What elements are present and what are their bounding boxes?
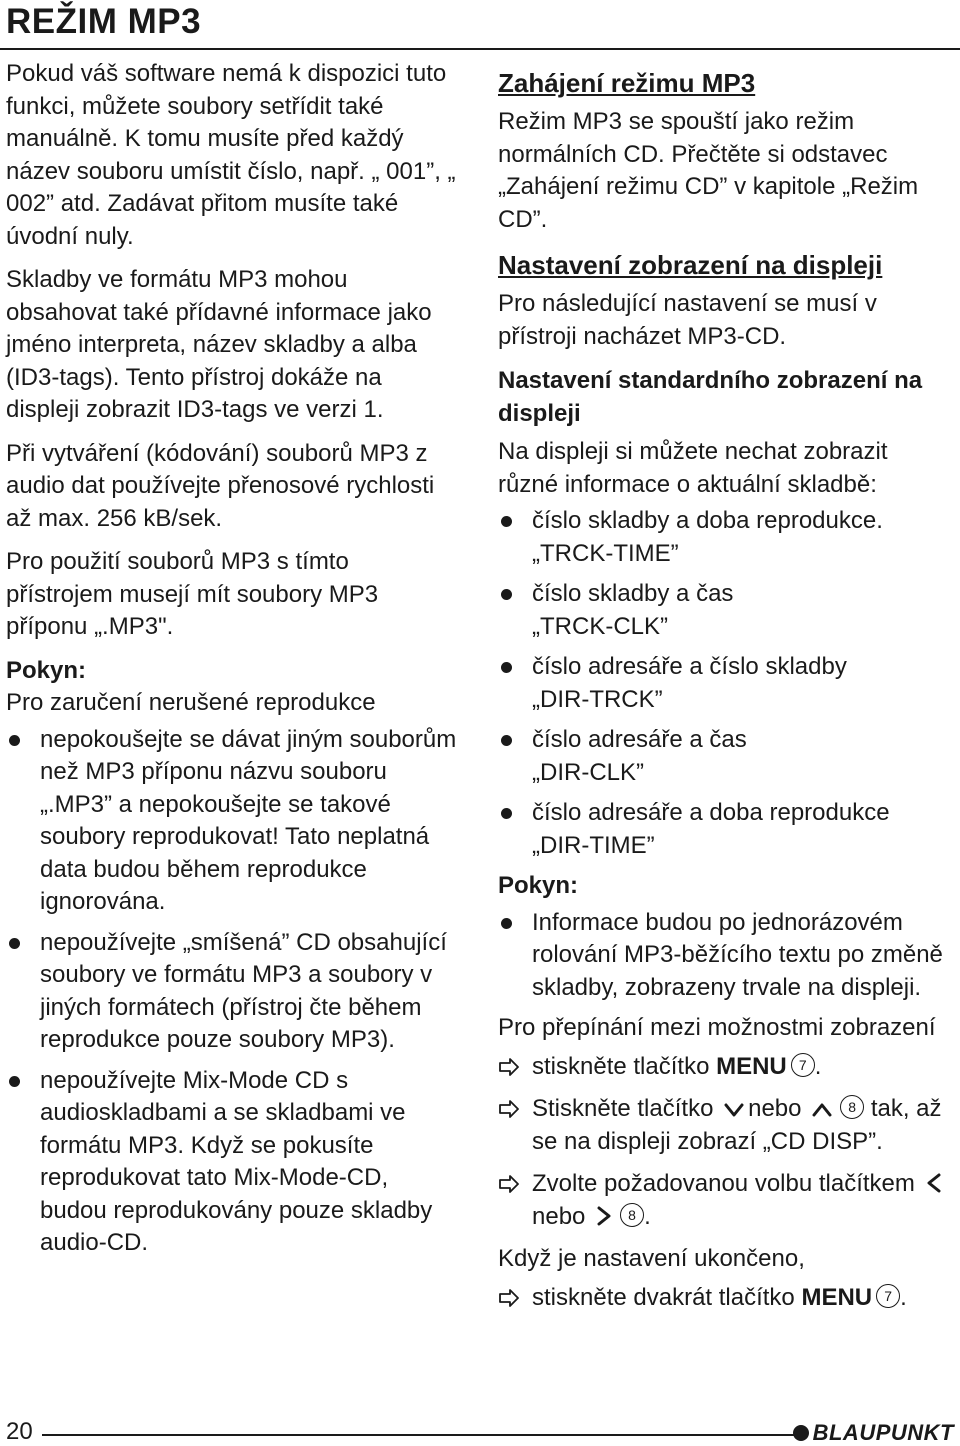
step-text: tak, až se na displeji zobrazí „CD DISP”. xyxy=(532,1095,942,1155)
header-rule xyxy=(0,48,960,50)
step-list xyxy=(498,1282,954,1315)
step-text: Zvolte požadovanou volbu tlačítkem xyxy=(532,1170,915,1197)
right-column xyxy=(498,58,954,1324)
note-heading: Pokyn: xyxy=(498,872,579,899)
step-item xyxy=(498,1168,954,1233)
list-item xyxy=(6,724,461,919)
note-intro: Pro zaručení nerušené reprodukce xyxy=(6,689,376,716)
option-label: číslo skladby a čas xyxy=(532,580,734,607)
list-item xyxy=(498,907,954,1005)
step-item xyxy=(498,1282,954,1315)
option-label: číslo adresáře a číslo skladby xyxy=(532,653,847,680)
bullet-text: Informace budou po jednorázovém rolování MP3-běžícího textu po změně skladby, zobrazeny trvale na displeji. xyxy=(532,908,943,1001)
option-label: číslo skladby a doba reprodukce. xyxy=(532,507,883,534)
step-arrow-icon xyxy=(498,1174,520,1194)
step-arrow-icon xyxy=(498,1057,520,1077)
left-column xyxy=(6,58,461,1268)
step-text: stiskněte tlačítko xyxy=(532,1052,710,1080)
key-number-badge: 8 xyxy=(620,1203,644,1227)
list-item xyxy=(498,724,954,789)
bullet-icon xyxy=(501,516,512,527)
note-bullet-list xyxy=(6,724,461,1260)
option-code: „DIR-TIME” xyxy=(532,831,655,859)
step-text-end: . xyxy=(644,1202,651,1230)
step-item xyxy=(498,1093,954,1158)
finish-paragraph: Když je nastavení ukončeno, xyxy=(498,1245,805,1272)
option-label: číslo adresáře a čas xyxy=(532,726,747,753)
list-item xyxy=(498,578,954,643)
bullet-icon xyxy=(501,808,512,819)
menu-button-label: MENU xyxy=(801,1283,873,1311)
bullet-icon xyxy=(501,735,512,746)
option-code: „TRCK-CLK” xyxy=(532,612,668,640)
step-text: Stiskněte tlačítko xyxy=(532,1095,714,1122)
list-item xyxy=(6,927,461,1057)
standard-display-paragraph: Na displeji si můžete nechat zobrazit různé informace o aktuální skladbě: xyxy=(498,438,888,498)
chevron-left-icon xyxy=(926,1173,942,1193)
brand-logo xyxy=(793,1420,954,1446)
step-arrow-icon xyxy=(498,1099,520,1119)
logo-dot-icon xyxy=(793,1425,809,1441)
bullet-icon xyxy=(501,662,512,673)
note-heading: Pokyn: xyxy=(6,656,87,684)
step-list xyxy=(498,1051,954,1234)
step-text: nebo xyxy=(748,1095,802,1122)
option-code: „DIR-CLK” xyxy=(532,758,644,786)
id3-paragraph: Skladby ve formátu MP3 mohou obsahovat také přídavné informace jako jméno interpreta, název skladby a alba (ID3-tags). Tento přístroj dokáže na displeji zobrazit ID3-tags ve verzi 1. xyxy=(6,266,432,423)
chevron-down-icon xyxy=(724,1102,744,1118)
step-text: stiskněte dvakrát tlačítko xyxy=(532,1283,795,1311)
step-text: nebo xyxy=(532,1202,586,1230)
display-settings-paragraph: Pro následující nastavení se musí v přístroji nacházet MP3-CD. xyxy=(498,290,877,350)
step-item xyxy=(498,1051,954,1084)
step-arrow-icon xyxy=(498,1288,520,1308)
brand-name: BLAUPUNKT xyxy=(812,1420,954,1445)
sorting-paragraph: Pokud váš software nemá k dispozici tuto funkci, můžete soubory setřídit také manuálně. K tomu musíte před každý název souboru umístit číslo, např. „ 001”, „ 002” atd. Zadávat přitom musíte také úvodní nuly. xyxy=(6,60,456,250)
display-option-list xyxy=(498,505,954,862)
bullet-icon xyxy=(9,735,20,746)
bullet-text: nepoužívejte „smíšená” CD obsahující soubory ve formátu MP3 a soubory v jiných formátech (přístroj čte během reprodukce pouze soubory MP3). xyxy=(40,928,447,1053)
section-heading-standard-display: Nastavení standardního zobrazení na displeji xyxy=(498,367,923,427)
list-item xyxy=(498,505,954,570)
bullet-text: nepoužívejte Mix-Mode CD s audioskladbami a se skladbami ve formátu MP3. Když se pokusíte reprodukovat tato Mix-Mode-CD, budou reprodukovány pouze skladby audio-CD. xyxy=(40,1066,433,1256)
page-number: 20 xyxy=(6,1418,33,1445)
option-code: „TRCK-TIME” xyxy=(532,539,679,567)
list-item xyxy=(6,1065,461,1260)
key-number-badge: 7 xyxy=(791,1053,815,1077)
section-heading-display-settings: Nastavení zobrazení na displeji xyxy=(498,250,883,280)
key-number-badge: 7 xyxy=(876,1284,900,1308)
bullet-icon xyxy=(501,918,512,929)
bitrate-paragraph: Při vytváření (kódování) souborů MP3 z audio dat používejte přenosové rychlosti až max. 256 kB/sek. xyxy=(6,439,435,532)
note-bullet-list xyxy=(498,907,954,1005)
page-title: REŽIM MP3 xyxy=(6,2,202,41)
start-mp3-paragraph: Režim MP3 se spouští jako režim normálních CD. Přečtěte si odstavec „Zahájení režimu CD” v kapitole „Režim CD”. xyxy=(498,108,919,233)
step-text-end: . xyxy=(814,1052,822,1080)
menu-button-label: MENU xyxy=(716,1052,787,1080)
bullet-icon xyxy=(9,938,20,949)
option-label: číslo adresáře a doba reprodukce xyxy=(532,799,890,826)
list-item xyxy=(498,651,954,716)
chevron-up-icon xyxy=(812,1102,832,1118)
key-number-badge: 8 xyxy=(840,1095,864,1119)
chevron-right-icon xyxy=(596,1206,612,1226)
list-item xyxy=(498,797,954,862)
step-text-end: . xyxy=(900,1283,907,1311)
bullet-text: nepokoušejte se dávat jiným souborům než MP3 příponu názvu souboru „.MP3” a nepokoušejte se takové soubory reprodukovat! Tato neplatná data budou během reprodukce ignorována. xyxy=(40,725,457,915)
bullet-icon xyxy=(9,1076,20,1087)
footer-rule xyxy=(42,1434,800,1436)
switching-paragraph: Pro přepínání mezi možnostmi zobrazení xyxy=(498,1014,936,1041)
option-code: „DIR-TRCK” xyxy=(532,685,663,713)
bullet-icon xyxy=(501,589,512,600)
extension-paragraph: Pro použití souborů MP3 s tímto přístrojem musejí mít soubory MP3 příponu „.MP3". xyxy=(6,548,379,640)
section-heading-start-mp3: Zahájení režimu MP3 xyxy=(498,68,756,98)
